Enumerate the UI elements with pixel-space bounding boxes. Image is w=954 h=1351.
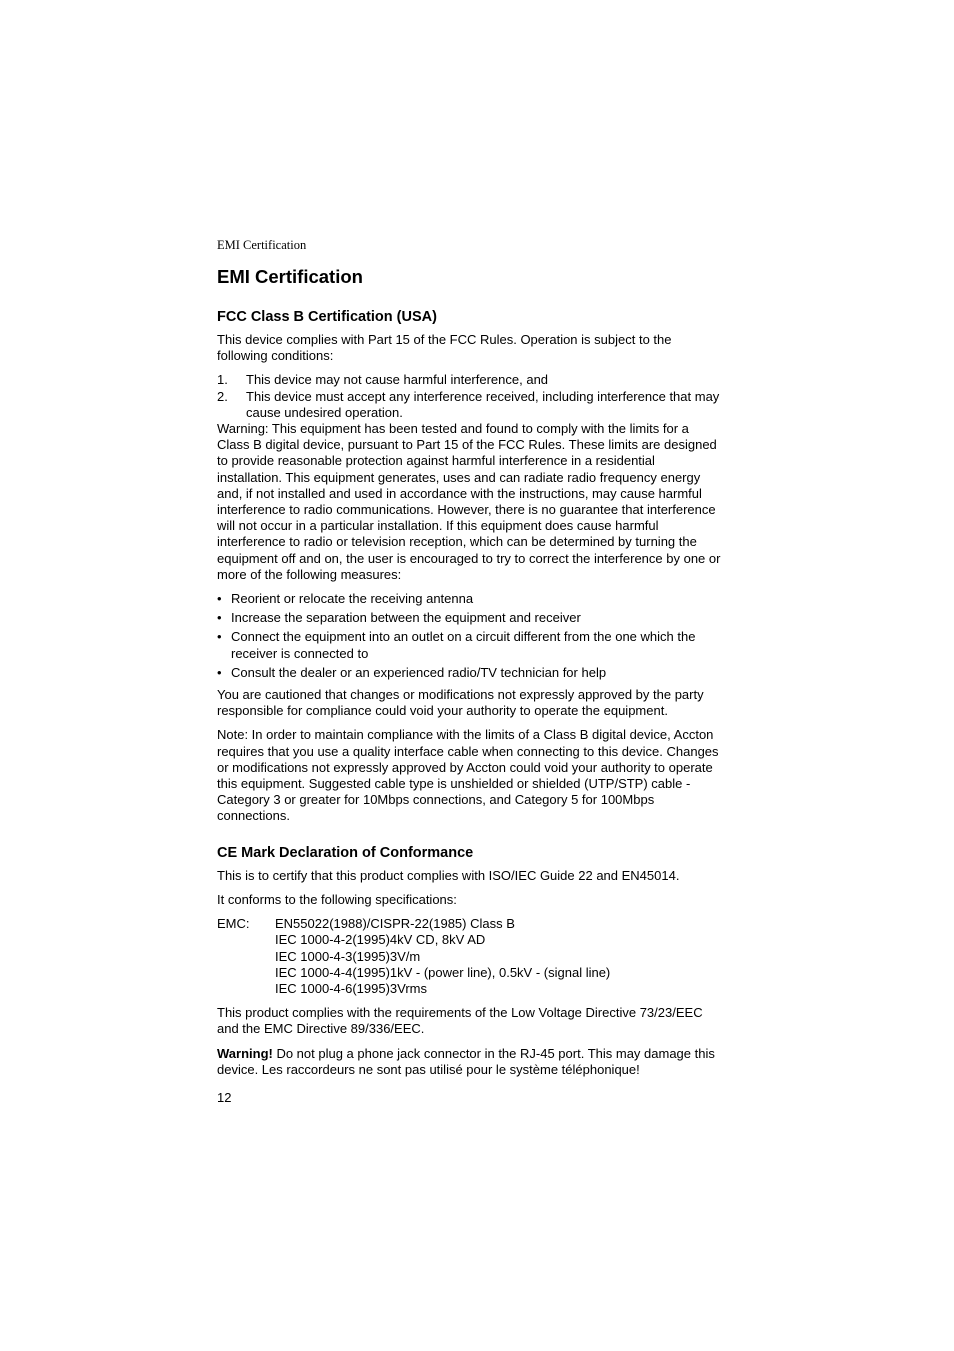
ce-directive-paragraph: This product complies with the requirements of the Low Voltage Directive 73/23/EEC and the EMC Directive 89/336/EEC. bbox=[217, 1005, 703, 1037]
ce-conforms-paragraph: It conforms to the following specifications: bbox=[217, 891, 457, 907]
list-item bbox=[217, 372, 722, 388]
emc-spec-item: IEC 1000-4-4(1995)1kV - (power line), 0.5kV - (signal line) bbox=[275, 964, 611, 980]
bullet-icon: • bbox=[217, 591, 222, 607]
list-item bbox=[217, 610, 722, 626]
fcc-caution-paragraph: You are cautioned that changes or modifications not expressly approved by the party responsible for compliance could void your authority to operate the equipment. bbox=[217, 687, 704, 719]
list-item-number: 1. bbox=[217, 372, 228, 388]
emc-spec-item: EN55022(1988)/CISPR-22(1985) Class B bbox=[275, 916, 515, 932]
ce-section-heading: CE Mark Declaration of Conformance bbox=[217, 844, 474, 861]
list-item-text: This device may not cause harmful interference, and bbox=[246, 372, 549, 388]
ce-warning-paragraph bbox=[217, 1046, 722, 1078]
list-item bbox=[217, 389, 722, 421]
page-title: EMI Certification bbox=[217, 266, 363, 287]
warning-text: Do not plug a phone jack connector in the RJ-45 port. This may damage this device. Les raccordeurs ne sont pas utilisé pour le système téléphonique! bbox=[217, 1045, 715, 1077]
emc-spec-item: IEC 1000-4-3(1995)3V/m bbox=[275, 948, 421, 964]
running-header: EMI Certification bbox=[217, 238, 307, 252]
fcc-warning-paragraph: Warning: This equipment has been tested and found to comply with the limits for a Class B digital device, pursuant to Part 15 of the FCC Rules. These limits are designed to provide reasonable protection against harmful interference in a residential installation. This equipment generates, uses and can radiate radio frequency energy and, if not installed and used in accordance with the instructions, may cause harmful interference to radio communications. However, there is no guarantee that interference will not occur in a particular installation. If this equipment does cause harmful interference to radio or television reception, which can be determined by turning the equipment off and on, the user is encouraged to try to correct the interference by one or more of the following measures: bbox=[217, 421, 721, 582]
bullet-icon: • bbox=[217, 629, 222, 645]
list-item-text: Reorient or relocate the receiving antenna bbox=[231, 591, 474, 607]
list-item-number: 2. bbox=[217, 388, 228, 404]
emc-spec-item: IEC 1000-4-6(1995)3Vrms bbox=[275, 980, 427, 996]
list-item-text: This device must accept any interference received, including interference that may cause undesired operation. bbox=[246, 388, 720, 420]
emc-spec-item: IEC 1000-4-2(1995)4kV CD, 8kV AD bbox=[275, 932, 486, 948]
fcc-section-heading: FCC Class B Certification (USA) bbox=[217, 309, 437, 325]
emc-label: EMC: bbox=[217, 916, 250, 932]
bullet-icon: • bbox=[217, 610, 222, 626]
bullet-icon: • bbox=[217, 664, 222, 680]
list-item bbox=[217, 629, 722, 661]
page-number: 12 bbox=[217, 1089, 232, 1105]
list-item-text: Consult the dealer or an experienced radio/TV technician for help bbox=[231, 664, 607, 680]
list-item bbox=[217, 591, 722, 607]
emc-spec-list bbox=[275, 916, 610, 997]
fcc-note-paragraph: Note: In order to maintain compliance with the limits of a Class B digital device, Accton requires that you use a quality interface cable when connecting to this device. Changes or modifications not expressly approved by Accton could void your authority to operate this equipment. Suggested cable type is unshielded or shielded (UTP/STP) cable - Category 3 or greater for 10Mbps connections, and Category 5 for 100Mbps connections. bbox=[217, 727, 719, 824]
fcc-conditions-list bbox=[217, 372, 722, 421]
warning-label: Warning! bbox=[217, 1045, 273, 1061]
list-item bbox=[217, 665, 722, 681]
list-item-text: Connect the equipment into an outlet on a circuit different from the one which the receiver is connected to bbox=[231, 629, 696, 661]
list-item-text: Increase the separation between the equipment and receiver bbox=[231, 610, 581, 626]
emc-specifications bbox=[217, 916, 722, 997]
fcc-measures-list bbox=[217, 591, 722, 681]
fcc-intro-paragraph: This device complies with Part 15 of the FCC Rules. Operation is subject to the following conditions: bbox=[217, 332, 672, 364]
ce-certify-paragraph: This is to certify that this product complies with ISO/IEC Guide 22 and EN45014. bbox=[217, 867, 680, 883]
document-page bbox=[217, 237, 722, 1106]
